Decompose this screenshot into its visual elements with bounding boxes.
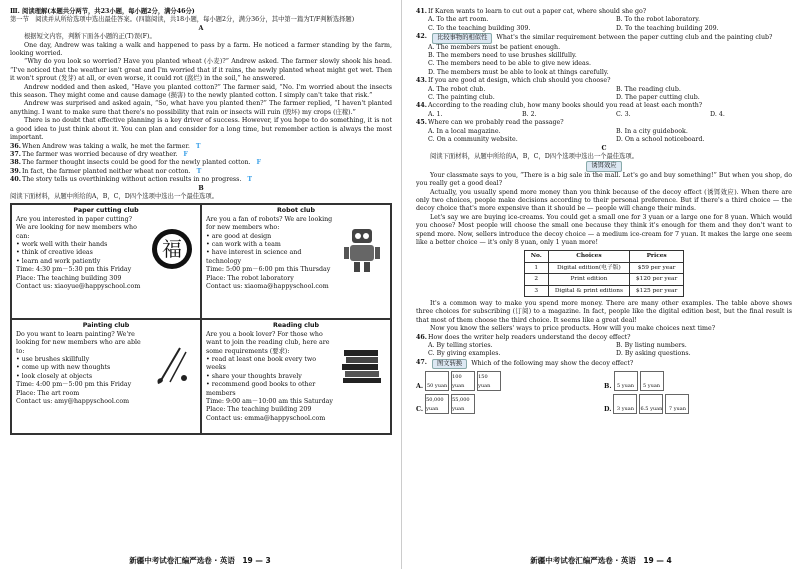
question-number: 45. [416,119,427,127]
tf-question [10,151,392,159]
question [416,33,792,43]
question-number: 39. [10,167,21,175]
option-row [416,350,792,358]
question-text: When Andrew was taking a walk, he met the farmer. T [22,142,201,150]
table-cell: $125 per year [629,285,683,296]
table-cell: Print edition [548,274,629,285]
option-row [416,342,792,350]
options [416,342,792,359]
price-box: 5 yuan [614,371,638,391]
option: B. To the robot laboratory. [616,16,701,24]
questions-46-47 [416,334,792,370]
option: C. The painting club. [428,94,495,102]
question-text: If Karen wants to learn to cut out a paper cat, where should she go? [428,8,647,15]
passage-c-instructions: 阅读下面材料，从题中所给的A，B，C，D四个选项中选出一个最佳选项。 [430,152,638,160]
table-cell: 1 [524,262,548,273]
option: A. By telling stories. [428,342,493,350]
club-line: • read at least one book every two weeks [206,355,317,372]
table-cell: Digital edition(电子版) [548,262,629,273]
price-box: 3 yuan [613,394,637,414]
options [416,128,792,145]
question-number: 44. [416,102,427,110]
club-line: Contact us: emma@happyschool.com [206,414,326,422]
option: D. By asking questions. [616,350,691,358]
tf-questions [10,143,392,185]
club-line: Contact us: amy@happyschool.com [16,398,130,405]
question-text: The farmer thought insects could be good for the newly planted cotton. F [22,159,262,167]
table-cell: 2 [524,274,548,285]
question-text: If you are good at design, which club should you choose? [428,77,611,85]
question-number: 40. [10,176,21,184]
price-box: 6.5 yuan [639,394,663,414]
club-title: Paper cutting club [73,207,139,215]
table-header-cell: No. [524,251,548,262]
table-cell: Digital & print editions [548,285,629,296]
option-row [416,52,792,60]
books-icon [338,338,386,390]
club-line: • can work with a team [206,240,281,248]
option: A. To the art room. [428,16,489,24]
passage-c-body-2 [416,300,792,334]
option: D. To the teaching building 209. [616,24,719,32]
question-number: 36. [10,142,21,150]
question-number: 41. [416,8,427,15]
question-number: 37. [10,150,21,158]
option: D. The members must be able to look at things carefully. [428,68,609,76]
page-footer-left: 新疆中考试卷汇编严选卷 · 英语 19 — 3 [129,555,271,565]
table-cell: $120 per year [629,274,683,285]
section-title: Ⅲ. 阅读理解(本题共分两节，共23小题，每小题2分，满分46分) [10,8,195,15]
question-tag: 比较事物的相似性 [432,33,492,43]
q47-option-b: B. 5 yuan 5 yuan [604,371,792,391]
tf-question [10,176,392,184]
options [416,16,792,33]
table-row [524,274,684,285]
q47-option-c: C. 50,000 yuan 55,000 yuan [416,394,604,414]
part1-instructions: 第一节 阅读并从所给选项中选出最佳答案。(四篇阅读，共18小题，每小题2分，满分36分，其中第一篇为T/F判断选择题) [10,16,355,24]
option: A. The members must be patient enough. [428,43,561,51]
options [416,44,792,78]
club-line: • think of creative ideas [16,249,93,257]
club-card [201,204,391,319]
option: D. 4. [710,110,725,118]
passage-b-instructions: 阅读下面材料，从题中所给的A，B，C，D四个选项中选出一个最佳选项。 [10,192,218,200]
club-body [206,331,336,423]
club-line: We are looking for new members who can: [16,224,137,240]
paragraph: There is no doubt that effective planning is a key driver of success. However, if you hope to do something, it is not a good idea to just think about it. You can plan and consider for a long time, but remember action is always the most important. [10,117,392,142]
club-body [16,331,146,407]
subscription-table [524,250,685,297]
option-row [416,111,792,119]
table-row [524,285,684,296]
option: A. The robot club. [428,85,486,93]
papercut-fu-icon [148,223,196,275]
club-card [201,319,391,434]
right-page [402,0,800,569]
paragraph: Your classmate says to you, “There is a big sale in the mall. Let's go and buy something!” But when you shop, do you really get a good deal? [416,171,792,188]
table-header [524,251,684,262]
table-row [524,262,684,273]
options [416,111,792,119]
option: C. On a community website. [428,136,518,144]
question-number: 46. [416,333,427,341]
question [416,8,792,16]
club-line: Place: The robot laboratory [206,274,294,282]
club-card [11,204,201,319]
question-text: According to the reading club, how many books should you read at least each month? [428,102,703,110]
passage-b-letter: B [198,184,204,192]
club-line: • learn and work patiently [16,257,101,265]
tf-question [10,159,392,167]
price-box: 55,000 yuan [451,394,475,414]
question-text: 图文转换 Which of the following may show the decoy effect? [428,359,792,369]
club-line: Are you a book lover? For those who want to join the reading club, here are some requirements (要求): [206,330,330,355]
option-row [416,16,792,24]
question-text: In fact, the farmer planted neither wheat nor cotton. T [22,167,202,175]
club-line: • share your thoughts bravely [206,372,302,380]
price-box: 100 yuan [451,371,475,391]
passage-a-letter: A [198,24,204,32]
question [416,359,792,369]
table-cell: $59 per year [629,262,683,273]
club-line: Time: 9:00 am－10:00 am this Saturday [206,398,333,405]
club-card [11,319,201,434]
option-row [416,86,792,94]
club-title: Robot club [276,207,316,215]
table-cell: 3 [524,285,548,296]
answer-mark: F [183,150,188,158]
options [416,86,792,103]
table-header-cell: Choices [548,251,629,262]
option-row [416,136,792,144]
question-text: Where can we probably read the passage? [428,119,564,127]
option-row [416,94,792,102]
club-line: • have interest in science and technology [206,249,302,265]
tf-question [10,143,392,151]
option-row [416,25,792,33]
club-line: • are good at design [206,232,272,240]
robot-icon [338,223,386,275]
question-text: 比较事物的相似性 What's the similar requirement between the paper cutting club and the painting club? [428,33,792,43]
price-box: 50,000 yuan [425,394,449,414]
option: B. By listing numbers. [616,342,687,350]
paragraph: One day, Andrew was taking a walk and happened to pass by a farm. He noticed a farmer standing by the farm, looking worried. [10,41,392,58]
price-box: 150 yuan [477,371,501,391]
club-line: Contact us: xiaoyue@happyschool.com [16,283,141,290]
table-header-cell: Prices [629,251,683,262]
club-line: • work well with their hands [16,240,108,248]
paragraph: Andrew nodded and then asked, “Have you planted cotton?” The farmer said, “No. I'm worried about the insects this season. They might come and cause damage (损害) to the newly planted cotton. I simply can't take that risk.” [10,83,392,100]
option: A. In a local magazine. [428,127,501,135]
option-row [416,60,792,68]
q47-images [416,371,792,414]
passage-a-body [10,42,392,143]
passage-c-body [416,172,792,248]
club-line: Time: 4:30 pm－5:30 pm this Friday [16,266,132,274]
option: D. On a school noticeboard. [616,136,705,144]
svg-text:福: 福 [162,237,182,262]
club-line: Do you want to learn painting? We're looking for new members who are able to: [16,330,141,355]
price-box: 7 yuan [665,394,689,414]
option-row [416,128,792,136]
q47-option-a: A. 50 yuan 100 yuan 150 yuan [416,371,604,391]
question [416,334,792,342]
club-line: Place: The teaching building 309 [16,274,122,282]
questions-41-45 [416,8,792,145]
option: B. The members need to use brushes skillfully. [428,52,577,60]
brush-icon [148,338,196,390]
option: B. The reading club. [616,85,681,93]
passage-a-instructions: 根据短文内容，判断下面各小题的正(T)误(F)。 [24,33,156,41]
option: A. 1. [428,110,443,118]
option: D. The paper cutting club. [616,94,700,102]
answer-mark: T [195,142,201,150]
club-line: Time: 5:00 pm－6:00 pm this Thursday [206,266,331,274]
question-number: 47. [416,358,427,366]
paragraph: “Why do you look so worried? Have you planted wheat (小麦)?” Andrew asked. The farmer slowly shook his head. “I've noticed that the weather isn't great and I'm worried that if it rains, the newly planted wheat might get wet. Then it won't sprout (发芽) at all, or even worse, it could rot (腐烂) in the soil,” he answered. [10,58,392,83]
question [416,102,792,110]
price-box: 5 yuan [640,371,664,391]
answer-mark: T [247,176,253,184]
question-tag: 图文转换 [432,359,467,369]
question-number: 42. [416,33,427,41]
answer-mark: T [196,167,202,175]
question-text: The farmer was worried because of dry weather. F [22,150,188,158]
passage-c-letter: C [601,144,607,152]
club-line: • look closely at objects [16,372,93,380]
question-number: 43. [416,77,427,85]
clubs-grid [10,203,392,435]
club-line: Are you interested in paper cutting? [16,215,133,223]
club-line: Contact us: xiaoma@happyschool.com [206,283,329,290]
club-line: Place: The art room [16,389,80,397]
paragraph: Now you know the sellers' ways to price products. How will you make choices next time? [430,325,716,333]
club-line: • recommend good books to other members [206,381,316,397]
club-line: • use brushes skillfully [16,355,90,363]
club-line: Place: The teaching building 209 [206,406,312,414]
club-body [16,216,146,292]
club-body [206,216,336,292]
option: C. 3. [616,110,631,118]
club-line: • come up with new thoughts [16,364,111,372]
question [416,119,792,127]
club-title: Painting club [82,322,130,330]
price-box: 50 yuan [425,371,449,391]
question [416,77,792,85]
paragraph: Let's say we are buying ice-creams. You could get a small one for 3 yuan or a large one for 8 yuan. Which would you choose? Most people will choose the small one because they think it's enough for them and they don't want to spend more. Now, sellers introduce the decoy choice — a medium ice-cream for 7 yuan. It makes the large one seem like a better choice — it's only 8 yuan, only 1 yuan more! [416,213,792,246]
option: C. By giving examples. [428,350,501,358]
question-text: How does the writer help readers understand the decoy effect? [428,333,631,341]
option: C. The members need to be able to give new ideas. [428,60,591,68]
question-number: 38. [10,159,21,167]
option: B. In a city guidebook. [616,127,688,135]
answer-mark: F [256,159,262,167]
club-line: Are you a fan of robots? We are looking for new members who: [206,215,333,232]
option: C. To the teaching building 309. [428,24,531,32]
passage-c-tag: 诱饵效应 [586,161,621,171]
tf-question [10,168,392,176]
page-footer-right: 新疆中考试卷汇编严选卷 · 英语 19 — 4 [530,555,672,565]
option-row [416,69,792,77]
q47-option-d: D. 3 yuan 6.5 yuan 7 yuan [604,394,792,414]
option: B. 2. [522,110,537,118]
club-title: Reading club [272,322,320,330]
paragraph: Andrew was surprised and asked again, “So, what have you planted then?” The farmer replied, “I haven't planted anything. I want to make sure that there's no possibility that rain or insects will ruin (毁坏) my crops (庄稼).” [10,100,392,116]
paragraph: Actually, you usually spend more money than you think because of the decoy effect (诱饵效应). When there are only two choices, people make decisions according to their personal preference. But if there's a third choice — the decoy choice that's more expensive than it should be — people will change their minds. [416,188,792,213]
option-row [416,44,792,52]
question-text: The story tells us overthinking without action results in no progress. T [22,176,253,184]
club-line: Time: 4:00 pm－5:00 pm this Friday [16,381,132,389]
paragraph: It's a common way to make you spend more money. There are many other examples. The table above shows three choices for subscribing (订阅) to a magazine. In fact, people like the digital edition best, but the final result is that most of them choose the third choice. It seems like a great deal! [416,300,792,324]
